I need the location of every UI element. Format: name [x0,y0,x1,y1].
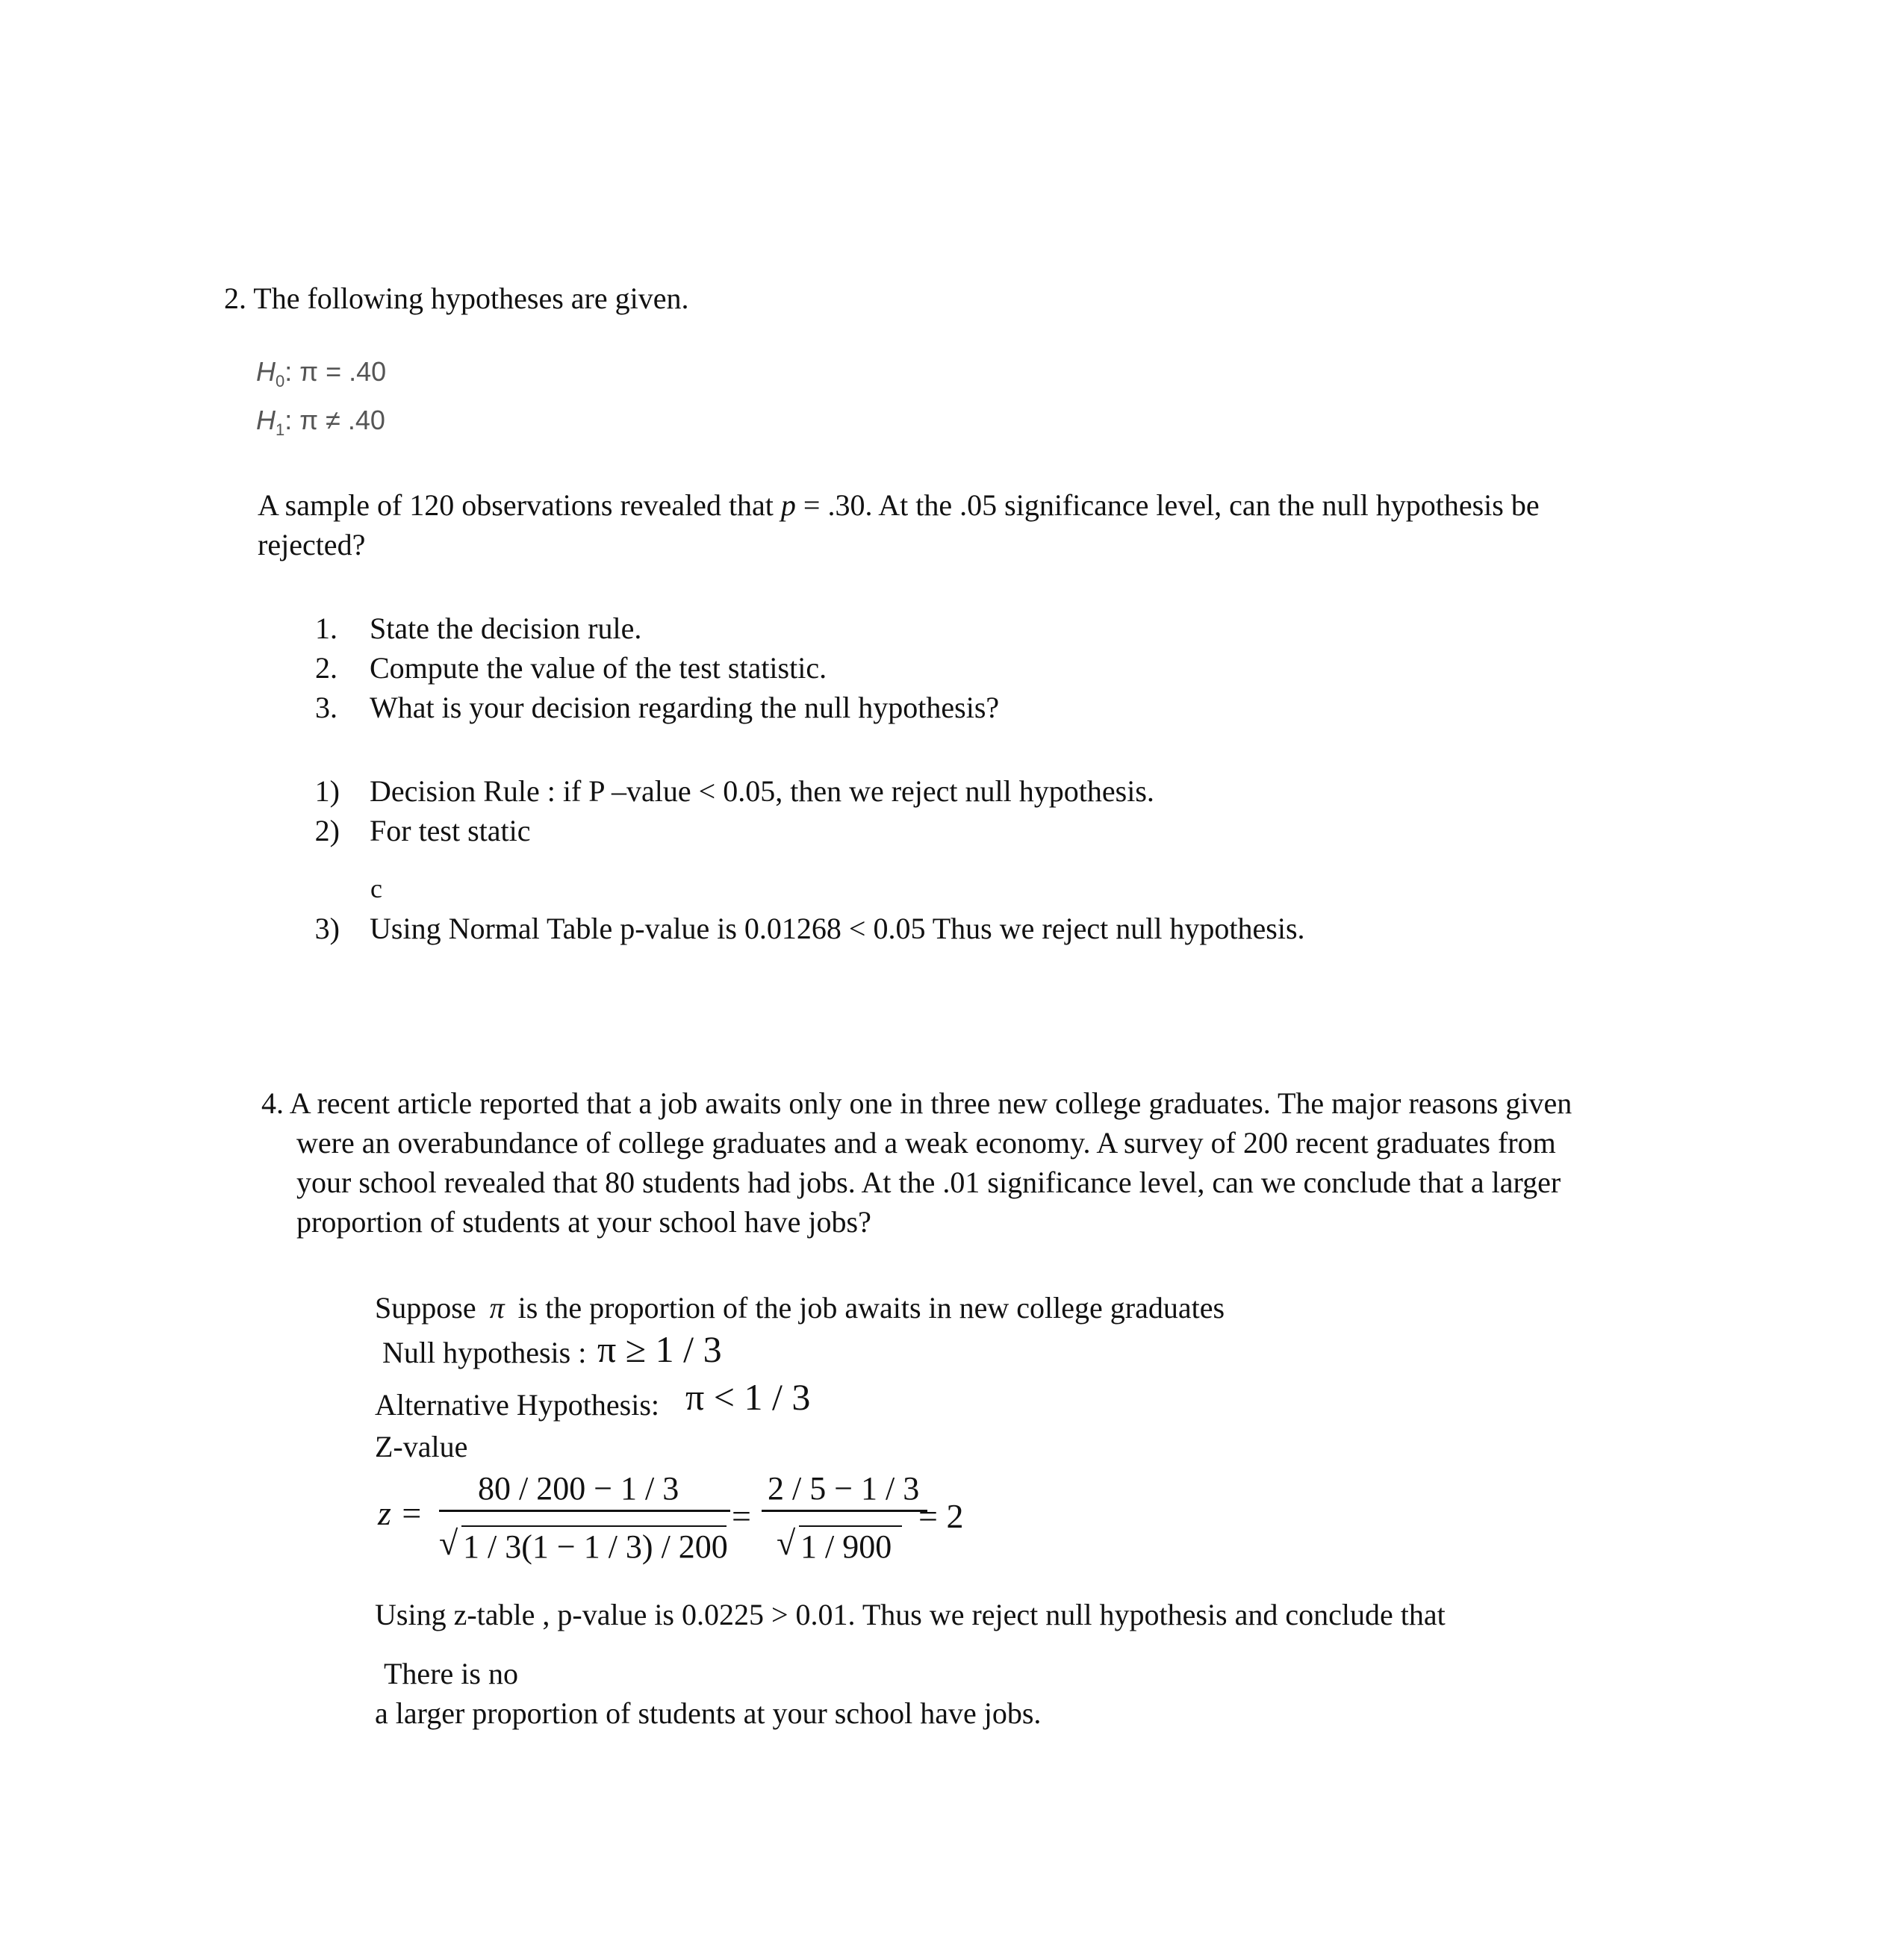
q2-heading: 2. The following hypotheses are given. [224,281,689,315]
answer-number: 1) [314,774,340,808]
q4-text-line: proportion of students at your school have jobs? [296,1205,871,1239]
answer-text-c: c [370,874,382,903]
q2-prompt-line1: A sample of 120 observations revealed that p = .30. At the .05 significance level, can the null hypothesis be [258,488,1540,522]
sqrt-symbol: √ [439,1524,458,1562]
null-hypothesis-h0: $H_0$: π = .40 [256,356,387,390]
sqrt-symbol: √ [777,1524,796,1562]
task-number: 3. [315,691,337,724]
alt-hypothesis-h1: $H_1$: π ≠ .40 [256,405,385,439]
answer-text: For test static [370,814,531,847]
q4-text-line: 4. A recent article reported that a job awaits only one in three new college graduates. The major reasons given [261,1086,1572,1120]
answer-text: Decision Rule : if P –value < 0.05, then we reject null hypothesis. [370,774,1154,808]
null-hypothesis-math: π ≥ 1 / 3 [597,1328,722,1370]
task-text: Compute the value of the test statistic. [370,651,827,685]
zvalue-label: Z-value [375,1430,468,1463]
conclusion-line: Using z-table , p-value is 0.0225 > 0.01. Thus we reject null hypothesis and conclude that [375,1598,1446,1631]
task-text: State the decision rule. [370,611,642,645]
fraction1-numerator: 80 / 200 − 1 / 3 [478,1470,679,1507]
fraction1-bar [439,1510,730,1512]
equals-sign: = [732,1497,751,1535]
alt-hypothesis-label: Alternative Hypothesis: [375,1388,660,1422]
task-text: What is your decision regarding the null hypothesis? [370,691,1000,724]
there-is-no-line: There is no [384,1657,518,1690]
z-lhs: z = [378,1494,423,1532]
answer-number: 3) [314,912,340,945]
task-number: 2. [315,651,337,685]
suppose-line: Suppose π is the proportion of the job awaits in new college graduates [375,1291,1225,1325]
fraction2-bar [762,1510,927,1512]
q4-text-line: were an overabundance of college graduates and a weak economy. A survey of 200 recent graduates from [296,1126,1556,1160]
sqrt-overline [799,1525,902,1527]
q4-text-line: your school revealed that 80 students had jobs. At the .01 significance level, can we conclude that a larger [296,1166,1561,1199]
q2-prompt-line2: rejected? [258,528,366,561]
answer-text: Using Normal Table p-value is 0.01268 < 0.05 Thus we reject null hypothesis. [370,912,1305,945]
fraction2-numerator: 2 / 5 − 1 / 3 [768,1470,920,1507]
z-result: = 2 [918,1497,964,1535]
fraction1-denominator: 1 / 3(1 − 1 / 3) / 200 [463,1528,728,1565]
final-line: a larger proportion of students at your school have jobs. [375,1696,1042,1730]
answer-number: 2) [314,814,340,847]
null-hypothesis-label: Null hypothesis : [382,1336,587,1369]
sqrt-overline [461,1525,727,1527]
alt-hypothesis-math: π < 1 / 3 [685,1376,811,1418]
fraction2-denominator: 1 / 900 [800,1528,892,1565]
task-number: 1. [315,611,337,645]
